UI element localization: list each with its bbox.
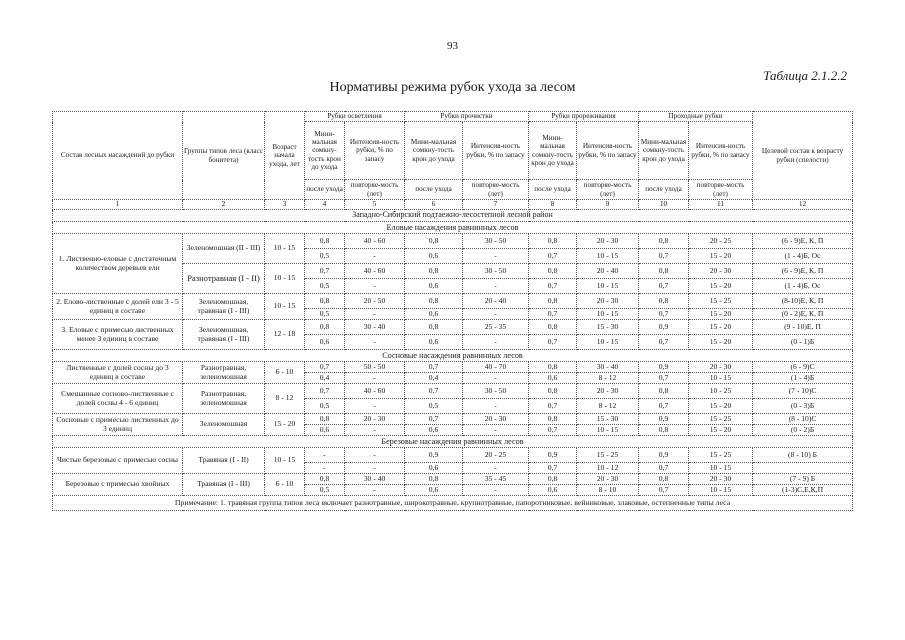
table-row <box>53 362 853 373</box>
section-pine: Сосновые насаждения равнинных лесов <box>53 350 853 362</box>
value-cell: 0,8 <box>529 294 577 309</box>
value-cell: 25 - 35 <box>463 320 529 335</box>
value-cell: 0,8 <box>305 474 345 485</box>
value-cell: 0,6 <box>529 373 577 384</box>
value-cell: 0,8 <box>405 264 463 279</box>
value-cell: 0,6 <box>405 249 463 264</box>
column-number: 10 <box>639 200 689 210</box>
value-cell: 40 - 60 <box>345 234 405 249</box>
value-cell: - <box>345 463 405 474</box>
value-cell: 15 - 20 <box>689 279 753 294</box>
header-target: Целевой состав к возрасту рубки (спелости) <box>753 112 853 200</box>
value-cell: 20 - 30 <box>463 414 529 425</box>
target-cell: (7 - 10)С <box>753 384 853 399</box>
header-repeat: повторяе-мость (лет) <box>345 180 405 200</box>
value-cell: - <box>463 463 529 474</box>
value-cell: 0,7 <box>639 463 689 474</box>
value-cell: 0,5 <box>305 309 345 320</box>
header-repeat: повторяе-мость (лет) <box>577 180 639 200</box>
age-cell: 6 - 10 <box>265 474 305 496</box>
header-intensity-3: Интенсив-ность рубки, % по запасу <box>577 122 639 180</box>
age-cell: 12 - 18 <box>265 320 305 350</box>
value-cell: - <box>463 279 529 294</box>
value-cell: - <box>345 373 405 384</box>
value-cell: 0,6 <box>405 335 463 350</box>
value-cell: 10 - 15 <box>689 485 753 496</box>
stand-cell: 1. Лиственно-еловые с достаточным количеством деревьев ели <box>53 234 183 294</box>
value-cell: 0,7 <box>639 279 689 294</box>
value-cell: 0,8 <box>639 294 689 309</box>
value-cell: 10 - 15 <box>577 335 639 350</box>
section-spruce: Еловые насаждения равнинных лесов <box>53 222 853 234</box>
stand-cell: Сосновые с примесью лиственных до 3 единиц <box>53 414 183 436</box>
value-cell: 0,7 <box>639 373 689 384</box>
column-number: 9 <box>577 200 639 210</box>
header-cleaning: Рубки прочистки <box>405 112 529 122</box>
value-cell: 10 - 15 <box>577 309 639 320</box>
value-cell: 0,8 <box>639 264 689 279</box>
value-cell: 0,6 <box>405 463 463 474</box>
table-row <box>53 474 853 485</box>
value-cell: 0,9 <box>639 362 689 373</box>
value-cell: 20 - 30 <box>577 474 639 485</box>
header-intensity-4: Интенсив-ность рубки, % по запасу <box>689 122 753 180</box>
value-cell: 8 - 12 <box>577 399 639 414</box>
header-forest-type: Группы типов леса (класс бонитета) <box>183 112 265 200</box>
value-cell: 0,8 <box>529 474 577 485</box>
value-cell: 0,8 <box>405 234 463 249</box>
stand-cell: Смешанные сосново-лиственные с долей сосны 4 - 6 единиц <box>53 384 183 414</box>
value-cell: 15 - 20 <box>689 399 753 414</box>
column-number: 6 <box>405 200 463 210</box>
header-after: после ухода <box>639 180 689 200</box>
value-cell: 15 - 30 <box>577 414 639 425</box>
value-cell: 0,8 <box>305 320 345 335</box>
target-cell: (9 - 10)Е, П <box>753 320 853 335</box>
value-cell: 0,7 <box>405 384 463 399</box>
header-clarifying: Рубки осветления <box>305 112 405 122</box>
header-stand: Состав лесных насаждений до рубки <box>53 112 183 200</box>
value-cell: - <box>345 279 405 294</box>
value-cell: 0,7 <box>639 485 689 496</box>
value-cell: 0,8 <box>529 320 577 335</box>
value-cell: 0,5 <box>305 485 345 496</box>
column-number: 2 <box>183 200 265 210</box>
value-cell: 8 - 10 <box>577 485 639 496</box>
value-cell: 0,8 <box>405 474 463 485</box>
value-cell: 0,7 <box>405 362 463 373</box>
value-cell: - <box>345 485 405 496</box>
value-cell: 15 - 25 <box>689 294 753 309</box>
document-title: Нормативы режима рубок ухода за лесом <box>329 80 576 95</box>
table-row <box>53 294 853 309</box>
value-cell: 30 - 40 <box>577 362 639 373</box>
header-repeat: повторяе-мость (лет) <box>463 180 529 200</box>
value-cell: 0,8 <box>529 234 577 249</box>
forest-type-cell: Зеленомошная (II - III) <box>183 234 265 264</box>
section-birch: Березовые насаждения равнинных лесов <box>53 436 853 448</box>
value-cell: - <box>345 399 405 414</box>
header-passing: Проходные рубки <box>639 112 753 122</box>
value-cell: 0,6 <box>305 335 345 350</box>
value-cell: - <box>463 309 529 320</box>
value-cell: 40 - 60 <box>345 384 405 399</box>
header-intensity-1: Интенсив-ность рубки, % по запасу <box>345 122 405 180</box>
value-cell: 0,7 <box>529 279 577 294</box>
value-cell: 15 - 25 <box>689 414 753 425</box>
value-cell: 0,8 <box>529 264 577 279</box>
table-row <box>53 384 853 399</box>
value-cell: - <box>463 373 529 384</box>
value-cell: 0,7 <box>405 414 463 425</box>
column-number: 12 <box>753 200 853 210</box>
value-cell: 20 - 30 <box>689 362 753 373</box>
column-number: 8 <box>529 200 577 210</box>
value-cell: 0,7 <box>639 249 689 264</box>
target-cell: (8 - 10)С <box>753 414 853 425</box>
table-label: Таблица 2.1.2.2 <box>763 68 847 83</box>
header-thinning: Рубки прореживания <box>529 112 639 122</box>
forest-type-cell: Зеленомошная, травяная (I - III) <box>183 320 265 350</box>
value-cell: 20 - 25 <box>463 448 529 463</box>
value-cell: 0,8 <box>305 234 345 249</box>
header-min-density-4: Мини-мальная сомкну-тость крон до ухода <box>639 122 689 180</box>
column-numbers-row <box>53 200 853 210</box>
value-cell: 15 - 30 <box>577 320 639 335</box>
value-cell: 40 - 70 <box>463 362 529 373</box>
value-cell: 0,9 <box>639 414 689 425</box>
value-cell: 10 - 15 <box>577 279 639 294</box>
value-cell: 0,7 <box>305 264 345 279</box>
value-cell: 0,8 <box>639 474 689 485</box>
value-cell: 20 - 40 <box>577 264 639 279</box>
forest-type-cell: Зеленомошная, травяная (I - III) <box>183 294 265 320</box>
value-cell: 0,8 <box>405 294 463 309</box>
value-cell: - <box>345 335 405 350</box>
value-cell: 20 - 30 <box>689 474 753 485</box>
stand-cell: 2. Елово-лиственные с долей ели 3 - 5 единиц в составе <box>53 294 183 320</box>
age-cell: 6 - 10 <box>265 362 305 384</box>
value-cell: - <box>345 448 405 463</box>
value-cell: 0,7 <box>529 249 577 264</box>
value-cell: 0,7 <box>639 399 689 414</box>
target-cell: (7 - 9) Б <box>753 474 853 485</box>
value-cell: 10 - 15 <box>577 425 639 436</box>
age-cell: 10 - 15 <box>265 234 305 264</box>
value-cell: 30 - 50 <box>463 234 529 249</box>
table-row <box>53 448 853 463</box>
value-cell: 15 - 20 <box>689 425 753 436</box>
value-cell: 0,8 <box>405 320 463 335</box>
value-cell: 40 - 60 <box>345 264 405 279</box>
stand-cell: Лиственные с долей сосны до 3 единиц в составе <box>53 362 183 384</box>
value-cell: 0,8 <box>529 414 577 425</box>
table-row <box>53 320 853 335</box>
table-note: Примечание: 1. травяная группа типов леса включает разнотравные, широкотравные, крупнотравные, папоротниковые, вейниковые, злаковые, остепненные типы леса <box>53 496 853 511</box>
target-cell: (1 - 4)Б, Ос <box>753 279 853 294</box>
value-cell: 0,9 <box>405 448 463 463</box>
value-cell: - <box>463 485 529 496</box>
age-cell: 10 - 15 <box>265 294 305 320</box>
value-cell: 0,6 <box>529 485 577 496</box>
header-after: после ухода <box>405 180 463 200</box>
value-cell: 30 - 40 <box>345 320 405 335</box>
value-cell: 0,6 <box>405 309 463 320</box>
value-cell: 50 - 50 <box>345 362 405 373</box>
value-cell: 20 - 25 <box>689 234 753 249</box>
value-cell: 35 - 45 <box>463 474 529 485</box>
value-cell: 0,7 <box>529 425 577 436</box>
value-cell: 15 - 25 <box>689 448 753 463</box>
column-number: 1 <box>53 200 183 210</box>
value-cell: - <box>463 335 529 350</box>
value-cell: 0,7 <box>639 309 689 320</box>
value-cell: 0,7 <box>529 399 577 414</box>
value-cell: 0,6 <box>305 425 345 436</box>
header-min-density-3: Мини-мальная сомкну-тость крон до ухода <box>529 122 577 180</box>
value-cell: - <box>345 249 405 264</box>
age-cell: 10 - 15 <box>265 448 305 474</box>
forest-type-cell: Разнотравная (I - II) <box>183 264 265 294</box>
value-cell: 0,8 <box>639 384 689 399</box>
value-cell: 0,9 <box>639 320 689 335</box>
value-cell: 0,8 <box>639 234 689 249</box>
column-number: 7 <box>463 200 529 210</box>
header-after: после ухода <box>305 180 345 200</box>
value-cell: - <box>463 399 529 414</box>
age-cell: 15 - 20 <box>265 414 305 436</box>
value-cell: 20 - 40 <box>463 294 529 309</box>
target-cell: (0 - 2)Е, К, П <box>753 309 853 320</box>
value-cell: 0,6 <box>405 279 463 294</box>
target-cell: (1 - 4)Б, Ос <box>753 249 853 264</box>
header-after: после ухода <box>529 180 577 200</box>
target-cell: (1 - 4)Б <box>753 373 853 384</box>
column-number: 5 <box>345 200 405 210</box>
page-number: 93 <box>447 40 458 52</box>
value-cell: 30 - 50 <box>463 264 529 279</box>
value-cell: 20 - 30 <box>577 294 639 309</box>
header-age: Возраст начала ухода, лет <box>265 112 305 200</box>
table-row <box>53 414 853 425</box>
target-cell: (8 - 10) Б <box>753 448 853 463</box>
stand-cell: Чистые березовые с примесью сосны <box>53 448 183 474</box>
value-cell: 0,8 <box>305 414 345 425</box>
value-cell: 0,8 <box>639 425 689 436</box>
value-cell: 0,5 <box>305 279 345 294</box>
value-cell: 10 - 15 <box>577 249 639 264</box>
value-cell: - <box>305 463 345 474</box>
target-cell: (0 - 1)Б <box>753 335 853 350</box>
region-title: Западно-Сибирский подтаежно-лесостепной лесной район <box>53 210 853 222</box>
target-cell: (1-3)С,Е,К,П <box>753 485 853 496</box>
column-number: 11 <box>689 200 753 210</box>
value-cell: 15 - 20 <box>689 309 753 320</box>
value-cell: 0,7 <box>529 309 577 320</box>
header-min-density-1: Мини-мальная сомкну-тость крон до ухода <box>305 122 345 180</box>
value-cell: 0,6 <box>405 485 463 496</box>
header-min-density-2: Мини-мальная сомкну-тость крон до ухода <box>405 122 463 180</box>
target-cell: (6 - 9)Е, К, П <box>753 264 853 279</box>
value-cell: 10 - 25 <box>689 384 753 399</box>
target-cell: (0 - 3)Б <box>753 399 853 414</box>
table-row <box>53 234 853 249</box>
value-cell: - <box>463 249 529 264</box>
value-cell: - <box>305 448 345 463</box>
value-cell: 15 - 20 <box>689 320 753 335</box>
norms-table <box>52 111 853 511</box>
value-cell: 10 - 12 <box>577 463 639 474</box>
value-cell: 20 - 30 <box>577 234 639 249</box>
value-cell: - <box>345 425 405 436</box>
target-cell: (0 - 2)Б <box>753 425 853 436</box>
value-cell: 0,7 <box>529 335 577 350</box>
target-cell: (8-10)Е, К, П <box>753 294 853 309</box>
value-cell: 20 - 30 <box>689 264 753 279</box>
value-cell: 8 - 12 <box>577 373 639 384</box>
age-cell: 8 - 12 <box>265 384 305 414</box>
value-cell: 0,4 <box>405 373 463 384</box>
value-cell: - <box>463 425 529 436</box>
value-cell: 0,8 <box>529 362 577 373</box>
value-cell: 0,9 <box>529 448 577 463</box>
value-cell: 20 - 30 <box>345 414 405 425</box>
value-cell: 0,8 <box>305 294 345 309</box>
forest-type-cell: Разнотравная, зеленомошная <box>183 362 265 384</box>
value-cell: 0,7 <box>529 463 577 474</box>
value-cell: 30 - 50 <box>463 384 529 399</box>
value-cell: 0,5 <box>305 249 345 264</box>
value-cell: 0,4 <box>305 373 345 384</box>
value-cell: 15 - 20 <box>689 335 753 350</box>
forest-type-cell: Травяная (I - III) <box>183 474 265 496</box>
column-number: 4 <box>305 200 345 210</box>
value-cell: 15 - 25 <box>577 448 639 463</box>
value-cell: 0,7 <box>305 384 345 399</box>
value-cell: 0,7 <box>639 335 689 350</box>
value-cell: 15 - 20 <box>689 249 753 264</box>
value-cell: - <box>345 309 405 320</box>
target-cell: (6 - 9)Е, К, П <box>753 234 853 249</box>
header-intensity-2: Интенсив-ность рубки, % по запасу <box>463 122 529 180</box>
forest-type-cell: Зеленомошная <box>183 414 265 436</box>
value-cell: 0,9 <box>639 448 689 463</box>
value-cell: 0,6 <box>405 425 463 436</box>
value-cell: 0,7 <box>305 362 345 373</box>
stand-cell: 3. Еловые с примесью лиственных менее 3 единиц в составе <box>53 320 183 350</box>
value-cell: 0,5 <box>305 399 345 414</box>
value-cell: 10 - 15 <box>689 463 753 474</box>
value-cell: 20 - 50 <box>345 294 405 309</box>
stand-cell: Березовые с примесью хвойных <box>53 474 183 496</box>
column-number: 3 <box>265 200 305 210</box>
target-cell: (6 - 9)С <box>753 362 853 373</box>
value-cell: 0,5 <box>405 399 463 414</box>
forest-type-cell: Травяная (I - II) <box>183 448 265 474</box>
target-cell <box>753 463 853 474</box>
forest-type-cell: Разнотравная, зеленомошная <box>183 384 265 414</box>
value-cell: 10 - 15 <box>689 373 753 384</box>
header-repeat: повторяе-мость (лет) <box>689 180 753 200</box>
age-cell: 10 - 15 <box>265 264 305 294</box>
value-cell: 20 - 30 <box>577 384 639 399</box>
value-cell: 0,8 <box>529 384 577 399</box>
value-cell: 30 - 40 <box>345 474 405 485</box>
